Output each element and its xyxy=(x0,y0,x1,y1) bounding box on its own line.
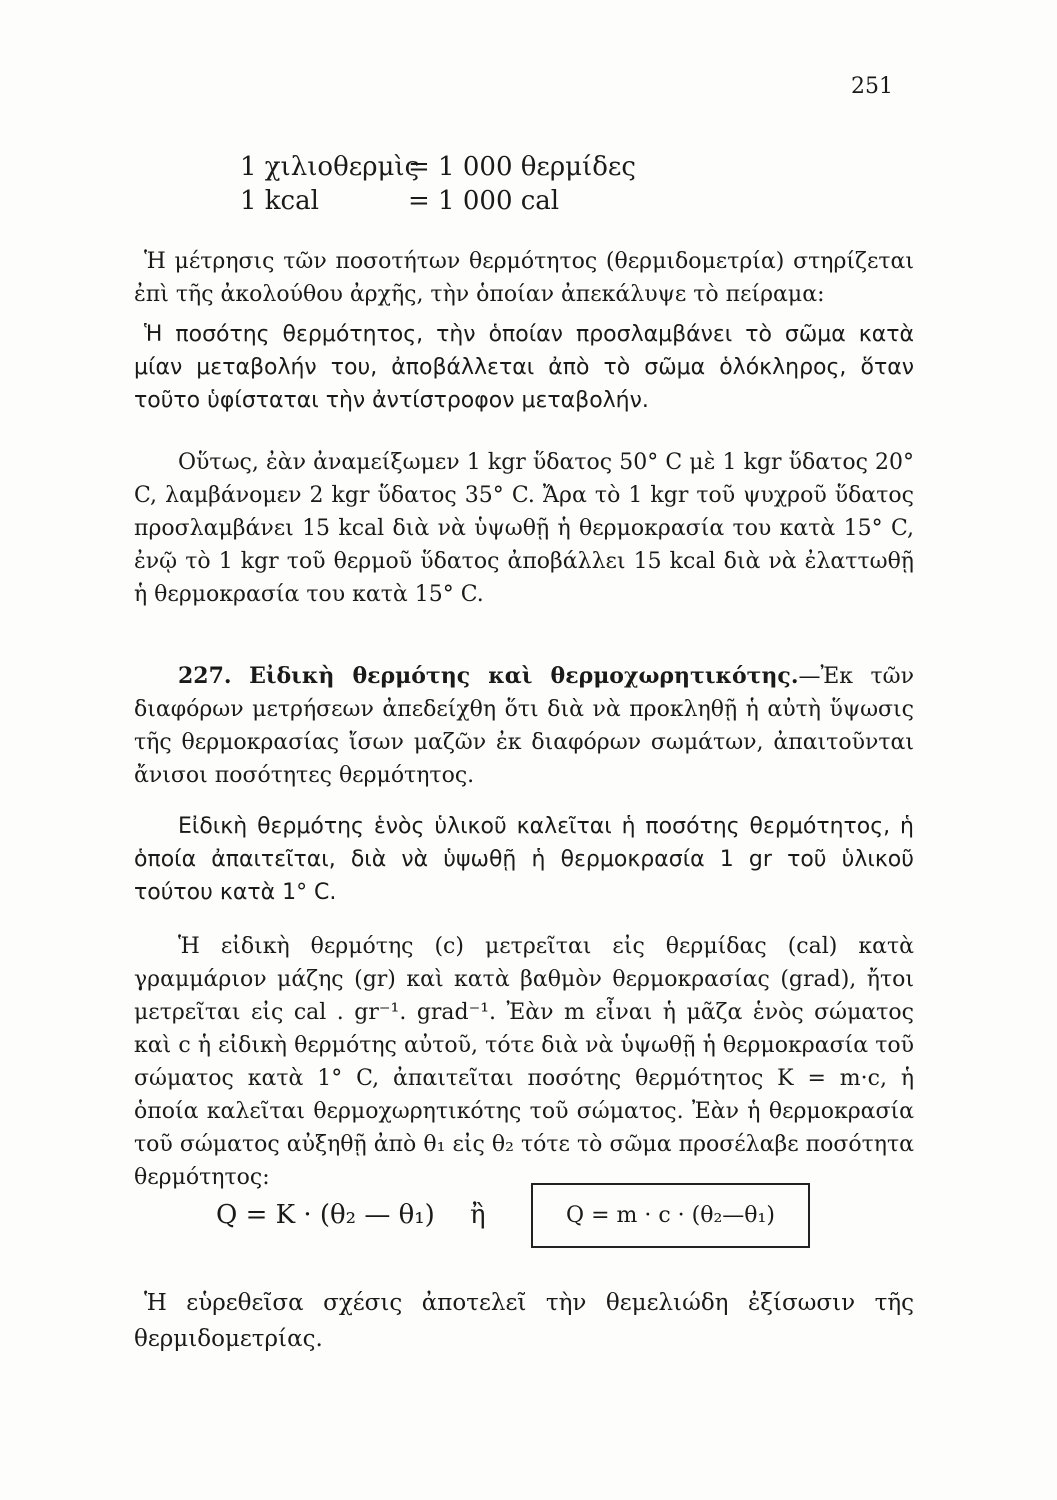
formula-or: ἢ xyxy=(470,1200,486,1230)
paragraph-heat-capacity: Ἡ εἰδικὴ θερμότης (c) μετρεῖται εἰς θερμίδας (cal) κατὰ γραμμάριον μάζης (gr) καὶ κατὰ βαθμὸν θερμοκρασίας (grad), ἤτοι μετρεῖται εἰς cal . gr⁻¹. grad⁻¹. Ἐὰν m εἶναι ἡ μᾶζα ἑνὸς σώματος καὶ c ἡ εἰδικὴ θερμότης αὐτοῦ, τότε διὰ νὰ ὑψωθῇ ἡ θερμοκρασία τοῦ σώματος κατὰ 1° C, ἀπαιτεῖται ποσότης θερμότητος K = m·c, ἡ ὁποία καλεῖται θερμοχωρητικότης τοῦ σώματος. Ἐὰν ἡ θερμοκρασία τοῦ σώματος αὐξηθῇ ἀπὸ θ₁ εἰς θ₂ τότε τὸ σῶμα προσέλαβε ποσότητα θερμότητος: xyxy=(134,934,914,1190)
equation-2-left: 1 kcal xyxy=(240,186,319,216)
paragraph-specific-heat-definition: Εἰδικὴ θερμότης ἑνὸς ὑλικοῦ καλεῖται ἡ ποσότης θερμότητος, ἡ ὁποία ἀπαιτεῖται, διὰ νὰ ὑψωθῇ ἡ θερμοκρασία 1 gr τοῦ ὑλικοῦ τούτου κατὰ 1° C. xyxy=(134,814,914,905)
equation-1-left: 1 χιλιοθερμὶς xyxy=(240,152,420,182)
section-number: 227. xyxy=(178,663,232,689)
formula-left: Q = K · (θ₂ — θ₁) xyxy=(216,1200,435,1230)
paragraph-conclusion: Ἡ εὑρεθεῖσα σχέσις ἀποτελεῖ τὴν θεμελιώδη ἐξίσωσιν τῆς θερμιδομετρίας. xyxy=(134,1290,914,1352)
equation-1-right: = 1 000 θερμίδες xyxy=(408,152,636,182)
paragraph-example: Οὕτως, ἐὰν ἀναμείξωμεν 1 kgr ὕδατος 50° C μὲ 1 kgr ὕδατος 20° C, λαμβάνομεν 2 kgr ὕδατος 35° C. Ἄρα τὸ 1 kgr τοῦ ψυχροῦ ὕδατος προσλαμβάνει 15 kcal διὰ νὰ ὑψωθῇ ἡ θερμοκρασία του κατὰ 15° C, ἐνῷ τὸ 1 kgr τοῦ θερμοῦ ὕδατος ἀποβάλλει 15 kcal διὰ νὰ ἐλαττωθῇ ἡ θερμοκρασία του κατὰ 15° C. xyxy=(134,450,914,607)
paragraph-section-227 xyxy=(134,660,914,792)
equation-2-right: = 1 000 cal xyxy=(408,186,560,216)
section-title: Εἰδικὴ θερμότης καὶ θερμοχωρητικότης. xyxy=(249,663,799,689)
boxed-formula: Q = m · c · (θ₂—θ₁) xyxy=(531,1183,810,1248)
paragraph-principle-statement: Ἡ ποσότης θερμότητος, τὴν ὁποίαν προσλαμβάνει τὸ σῶμα κατὰ μίαν μεταβολήν του, ἀποβάλλεται ἀπὸ τὸ σῶμα ὁλόκληρος, ὅταν τοῦτο ὑφίσταται τὴν ἀντίστροφον μεταβολήν. xyxy=(134,322,914,413)
section-intro-text: —Ἐκ τῶν διαφόρων μετρήσεων ἀπεδείχθη ὅτι διὰ νὰ προκληθῇ ἡ αὐτὴ ὕψωσις τῆς θερμοκρασίας ἴσων μαζῶν ἐκ διαφόρων σωμάτων, ἀπαιτοῦνται ἄνισοι ποσότητες θερμότητος. xyxy=(134,664,914,788)
page-number: 251 xyxy=(851,74,893,99)
paragraph-principle-intro: Ἡ μέτρησις τῶν ποσοτήτων θερμότητος (θερμιδομετρία) στηρίζεται ἐπὶ τῆς ἀκολούθου ἀρχῆς, τὴν ὁποίαν ἀπεκάλυψε τὸ πείραμα: xyxy=(134,249,914,307)
